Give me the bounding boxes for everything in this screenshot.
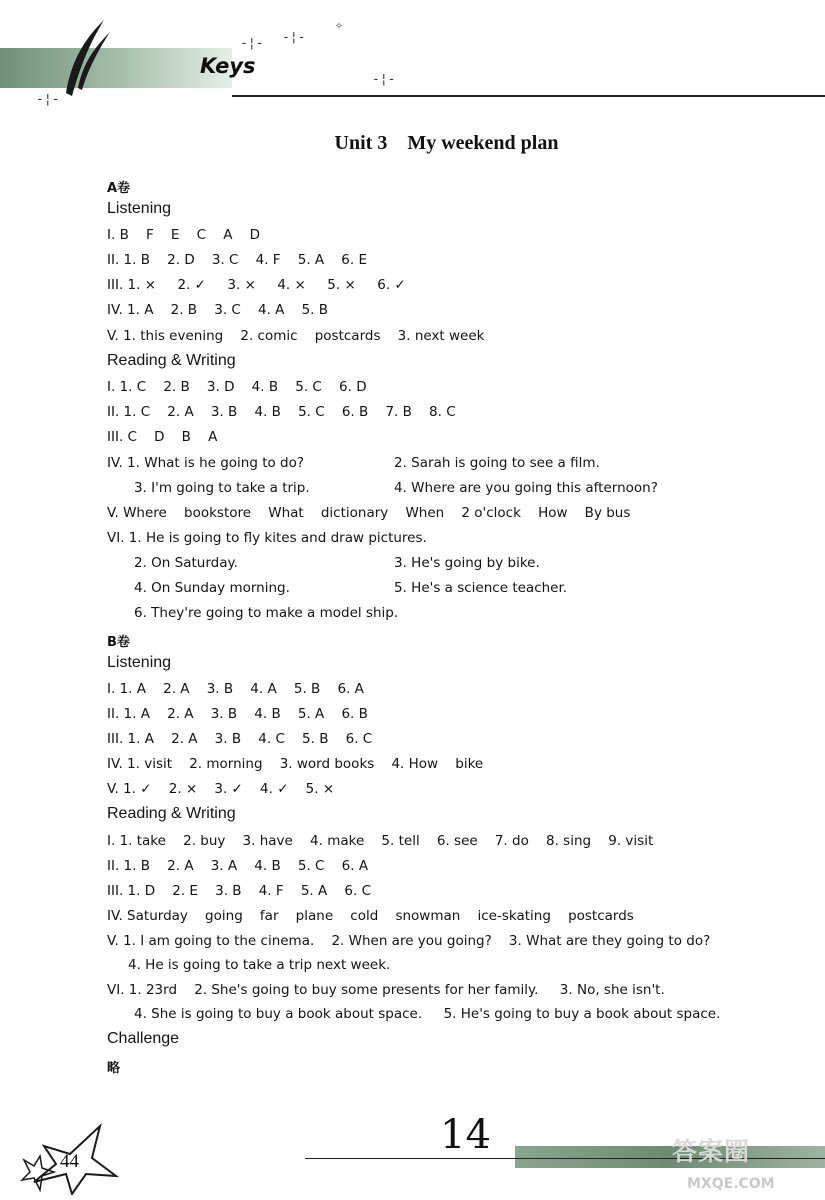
answer-line: IV. 1. visit 2. morning 3. word books 4. How bike [107,756,484,772]
section-heading-listening-a: Listening [107,200,172,217]
answer-line: 4. On Sunday morning. [134,580,290,596]
section-heading-listening-b: Listening [107,654,172,671]
answer-line: V. Where bookstore What dictionary When 2 o'clock How By bus [107,505,631,521]
answer-line: VI. 1. 23rd 2. She's going to buy some presents for her family. 3. No, she isn't. [107,982,665,998]
section-heading-reading-writing-b: Reading & Writing [107,805,236,822]
answer-line: II. 1. B 2. D 3. C 4. F 5. A 6. E [107,252,368,268]
footer-band [515,1146,825,1168]
answer-line: 6. They're going to make a model ship. [134,605,399,621]
answer-line: V. 1. this evening 2. comic postcards 3. next week [107,328,485,344]
answer-line: III. 1. A 2. A 3. B 4. C 5. B 6. C [107,731,373,747]
header-rule [232,95,825,97]
answer-line: III. 1. × 2. ✓ 3. × 4. × 5. × 6. ✓ [107,277,406,293]
answer-line: V. 1. ✓ 2. × 3. ✓ 4. ✓ 5. × [107,781,335,797]
volume-b-label: B卷 [107,635,130,650]
answer-line: I. 1. take 2. buy 3. have 4. make 5. tell 6. see 7. do 8. sing 9. visit [107,833,654,849]
answer-line: IV. 1. A 2. B 3. C 4. A 5. B [107,302,328,318]
answer-line: V. 1. I am going to the cinema. 2. When are you going? 3. What are they going to do? [107,933,711,949]
answer-line: III. C D B A [107,429,218,445]
sparkle-icon: -¦- [372,72,396,87]
answer-line: III. 1. D 2. E 3. B 4. F 5. A 6. C [107,883,371,899]
sparkle-icon: -¦- [240,36,264,51]
sparkle-icon: ✧ [335,18,343,33]
watermark-logo: 答案圈 [672,1137,751,1166]
page-title: Unit 3 My weekend plan [334,132,559,154]
answer-line: II. 1. C 2. A 3. B 4. B 5. C 6. B 7. B 8. C [107,404,456,420]
answer-line: 4. Where are you going this afternoon? [394,480,658,496]
answer-line: II. 1. B 2. A 3. A 4. B 5. C 6. A [107,858,369,874]
answer-line: 2. Sarah is going to see a film. [394,455,600,471]
section-heading-reading-writing-a: Reading & Writing [107,352,236,369]
swoosh-logo-icon [58,18,118,98]
answer-line: 4. He is going to take a trip next week. [128,957,391,973]
header-keys-label: Keys [200,54,256,78]
answer-line: I. 1. C 2. B 3. D 4. B 5. C 6. D [107,379,367,395]
page-number: 44 [60,1151,79,1172]
answer-line: I. B F E C A D [107,227,261,243]
sparkle-icon: -¦- [36,92,60,107]
watermark-url: MXQE.COM [687,1176,775,1192]
answer-line: IV. Saturday going far plane cold snowman ice-skating postcards [107,908,634,924]
answer-line: 5. He's a science teacher. [394,580,568,596]
answer-line: 2. On Saturday. [134,555,238,571]
answer-line: 3. I'm going to take a trip. [134,480,310,496]
answer-line: VI. 1. He is going to fly kites and draw pictures. [107,530,427,546]
volume-a-label: A卷 [107,181,131,196]
answer-line: I. 1. A 2. A 3. B 4. A 5. B 6. A [107,681,364,697]
answer-line: IV. 1. What is he going to do? [107,455,305,471]
section-heading-challenge: Challenge [107,1030,180,1047]
challenge-answer: 略 [107,1061,121,1076]
answer-line: 3. He's going by bike. [394,555,540,571]
answer-line: 4. She is going to buy a book about space. 5. He's going to buy a book about space. [134,1006,721,1022]
answer-line: II. 1. A 2. A 3. B 4. B 5. A 6. B [107,706,368,722]
handwritten-page-mark: 14 [440,1112,491,1158]
sparkle-icon: -¦- [282,30,306,45]
